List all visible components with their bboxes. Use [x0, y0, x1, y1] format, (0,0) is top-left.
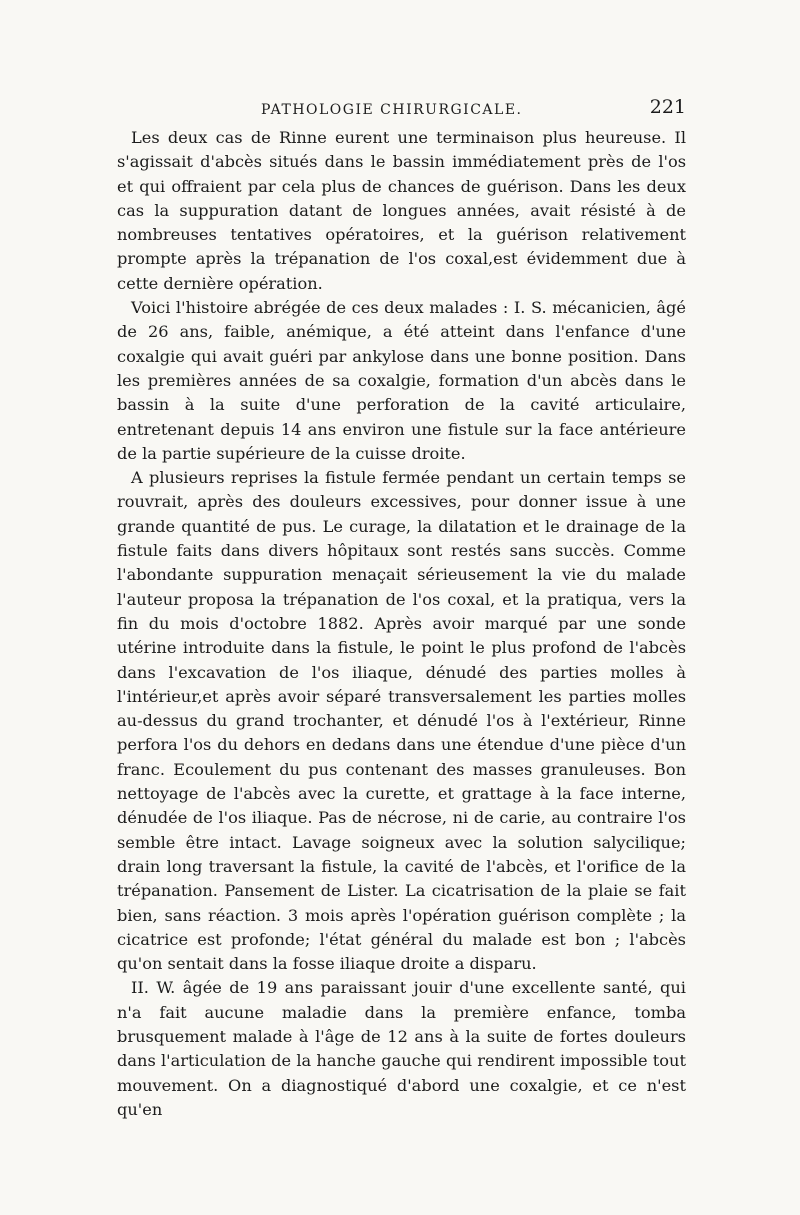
- book-page: [117, 96, 686, 1122]
- page-number: 221: [649, 96, 686, 118]
- paragraph: A plusieurs reprises la fistule fermée pendant un certain temps se rouvrait, après des douleurs excessives, pour donner issue à une grande quantité de pus. Le curage, la dilatation et le drainage de la fistule faits dans divers hôpitaux sont restés sans succès. Comme l'abondante suppuration menaçait sérieusement la vie du malade l'auteur proposa la trépanation de l'os coxal, et la pratiqua, vers la fin du mois d'octobre 1882. Après avoir marqué par une sonde utérine introduite dans la fistule, le point le plus profond de l'abcès dans l'excavation de l'os iliaque, dénudé des parties molles à l'intérieur,et après avoir séparé transversalement les parties molles au-dessus du grand trochanter, et dénudé l'os à l'extérieur, Rinne perfora l'os du dehors en dedans dans une étendue d'une pièce d'un franc. Ecoulement du pus contenant des masses granuleuses. Bon nettoyage de l'abcès avec la curette, et grattage à la face interne, dénudée de l'os iliaque. Pas de nécrose, ni de carie, au contraire l'os semble être intact. Lavage soigneux avec la solution salycilique; drain long traversant la fistule, la cavité de l'abcès, et l'orifice de la trépanation. Pansement de Lister. La cicatrisation de la plaie se fait bien, sans réaction. 3 mois après l'opération guérison complète ; la cicatrice est profonde; l'état général du malade est bon ; l'abcès qu'on sentait dans la fosse iliaque droite a disparu.: [117, 468, 686, 974]
- body-text: [117, 126, 686, 1122]
- running-title: PATHOLOGIE CHIRURGICALE.: [261, 102, 523, 118]
- paragraph: Les deux cas de Rinne eurent une terminaison plus heureuse. Il s'agissait d'abcès situés dans le bassin immédiatement près de l'os et qui offraient par cela plus de chances de guérison. Dans les deux cas la suppuration datant de longues années, avait résisté à de nombreuses tentatives opératoires, et la guérison relativement prompte après la trépanation de l'os coxal,est évidemment due à cette dernière opération.: [117, 128, 686, 293]
- paragraph: Voici l'histoire abrégée de ces deux malades : I. S. mécanicien, âgé de 26 ans, faible, anémique, a été atteint dans l'enfance d'une coxalgie qui avait guéri par ankylose dans une bonne position. Dans les premières années de sa coxalgie, formation d'un abcès dans le bassin à la suite d'une perforation de la cavité articulaire, entretenant depuis 14 ans environ une fistule sur la face antérieure de la partie supérieure de la cuisse droite.: [117, 298, 686, 463]
- paragraph: II. W. âgée de 19 ans paraissant jouir d'une excellente santé, qui n'a fait aucune maladie dans la première enfance, tomba brusquement malade à l'âge de 12 ans à la suite de fortes douleurs dans l'articulation de la hanche gauche qui rendirent impossible tout mouvement. On a diagnostiqué d'abord une coxalgie, et ce n'est qu'en: [117, 978, 686, 1119]
- page-header: [117, 96, 686, 126]
